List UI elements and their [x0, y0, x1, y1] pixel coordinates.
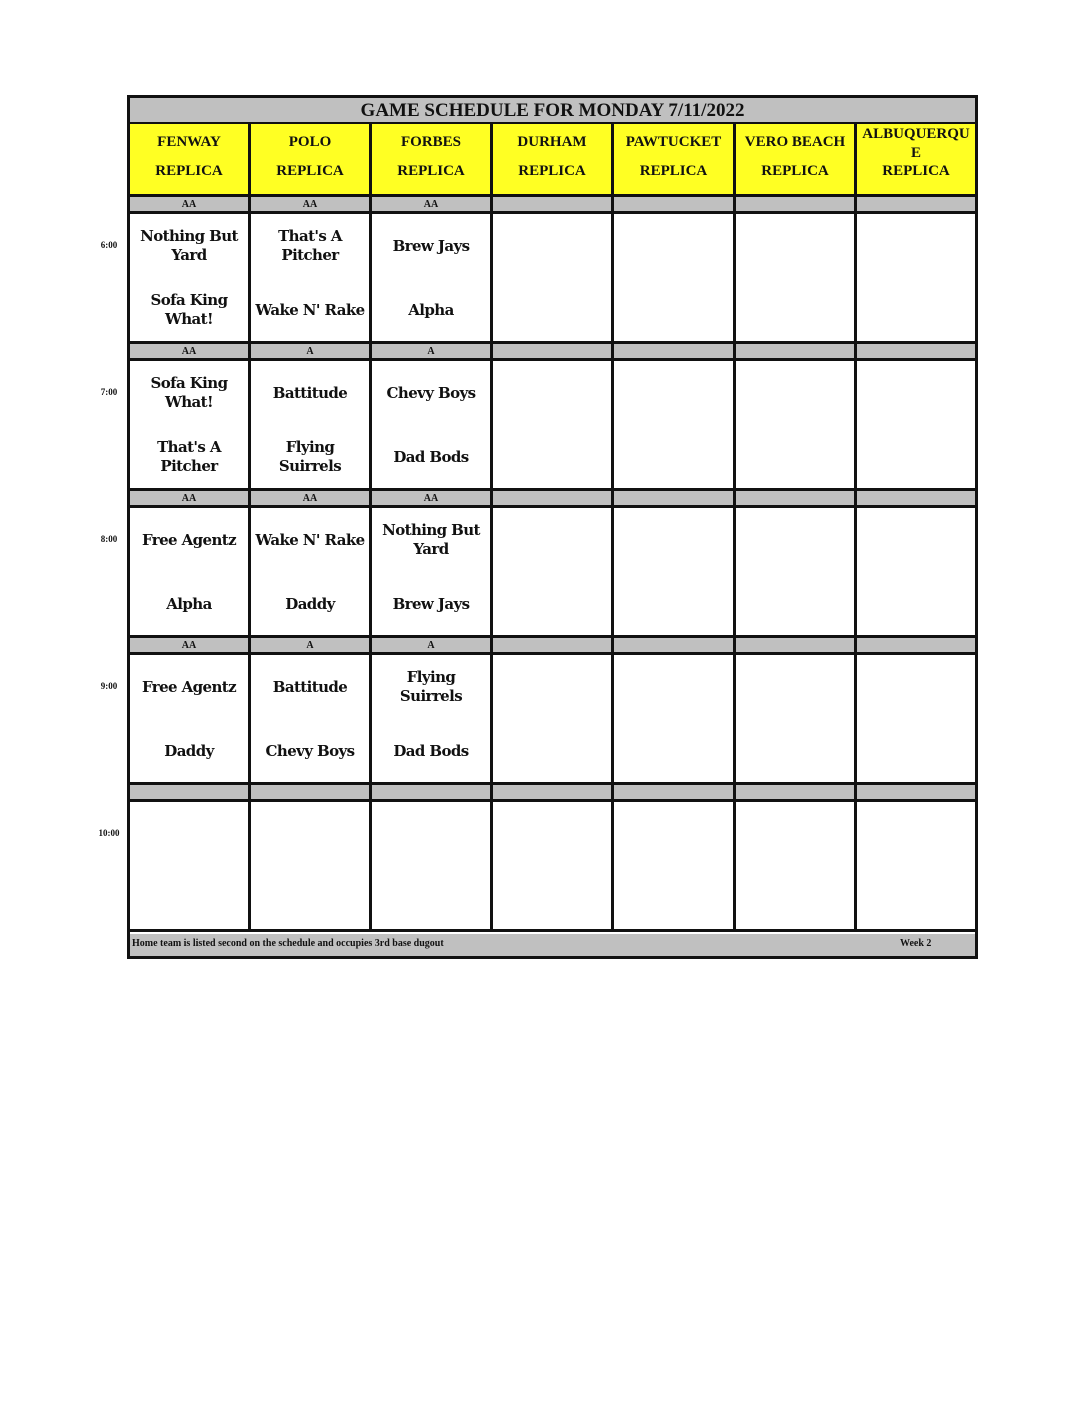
game-cell — [614, 214, 733, 341]
home-team — [738, 290, 852, 330]
venue-sub: REPLICA — [639, 163, 708, 179]
away-team: Chevy Boys — [386, 383, 476, 402]
home-team: Sofa King What! — [150, 291, 228, 328]
away-team — [495, 520, 609, 560]
home-team — [495, 731, 609, 771]
home-team — [253, 878, 367, 918]
venue-header — [857, 124, 975, 197]
home-team — [616, 731, 731, 771]
away-team: Sofa King What! — [150, 374, 228, 411]
away-team — [738, 373, 852, 413]
away-team: Free Agentz — [141, 677, 237, 696]
level-badge — [251, 785, 369, 802]
away-team — [495, 226, 609, 266]
venue-name: FORBES — [400, 134, 461, 150]
game-cell — [493, 508, 611, 635]
time-label: 9:00 — [100, 681, 118, 691]
level-badge: AA — [130, 344, 248, 361]
column-divider — [733, 124, 736, 932]
away-team — [859, 814, 973, 854]
away-team — [738, 667, 852, 707]
game-cell — [372, 802, 490, 929]
away-team — [616, 373, 731, 413]
schedule-table — [127, 95, 978, 959]
away-team — [495, 667, 609, 707]
game-cell — [130, 655, 248, 782]
level-badge — [493, 491, 611, 508]
game-cell — [372, 655, 490, 782]
game-cell — [736, 802, 854, 929]
home-team — [738, 731, 852, 771]
level-badge — [493, 197, 611, 214]
level-badge: AA — [251, 491, 369, 508]
level-badge: AA — [130, 491, 248, 508]
time-label: 7:00 — [100, 387, 118, 397]
home-team — [738, 878, 852, 918]
time-label: 10:00 — [98, 828, 120, 838]
level-badge: AA — [130, 197, 248, 214]
away-team: Flying Suirrels — [399, 668, 463, 705]
level-badge — [372, 785, 490, 802]
game-cell — [251, 655, 369, 782]
column-divider — [248, 124, 251, 932]
game-cell — [130, 508, 248, 635]
level-badge — [736, 491, 854, 508]
game-cell — [130, 361, 248, 488]
home-team: Alpha — [166, 594, 212, 613]
level-badge — [736, 344, 854, 361]
away-team — [738, 226, 852, 266]
game-cell — [857, 214, 975, 341]
away-team — [616, 520, 731, 560]
level-badge: A — [251, 638, 369, 655]
game-cell — [857, 802, 975, 929]
column-divider — [854, 124, 857, 932]
level-badge: A — [251, 344, 369, 361]
column-divider — [490, 124, 493, 932]
home-team — [859, 437, 973, 477]
level-badge — [857, 491, 975, 508]
level-badge — [736, 638, 854, 655]
venue-sub: REPLICA — [276, 163, 344, 179]
venue-header — [372, 124, 490, 197]
home-team: Dad Bods — [393, 741, 469, 760]
home-team: That's A Pitcher — [157, 438, 221, 475]
column-divider — [369, 124, 372, 932]
schedule-footer — [130, 934, 975, 956]
home-team: Wake N' Rake — [255, 300, 365, 319]
home-team: Brew Jays — [392, 594, 470, 613]
game-cell — [857, 508, 975, 635]
home-team: Dad Bods — [393, 447, 469, 466]
away-team — [495, 373, 609, 413]
level-badge — [493, 344, 611, 361]
time-label: 6:00 — [100, 240, 118, 250]
home-team — [738, 584, 852, 624]
level-badge — [614, 344, 733, 361]
venue-header — [251, 124, 369, 197]
home-team: Daddy — [164, 741, 214, 760]
game-cell — [736, 214, 854, 341]
game-cell — [251, 214, 369, 341]
venue-sub: REPLICA — [397, 163, 465, 179]
footer-note: Home team is listed second on the schedule and occupies 3rd base dugout — [132, 938, 444, 949]
level-badge: AA — [251, 197, 369, 214]
home-team: Alpha — [408, 300, 454, 319]
level-badge — [614, 491, 733, 508]
home-team — [616, 437, 731, 477]
game-cell — [614, 361, 733, 488]
away-team: Free Agentz — [141, 530, 237, 549]
game-cell — [130, 802, 248, 929]
away-team — [859, 667, 973, 707]
venue-name: DURHAM — [517, 134, 587, 150]
away-team — [253, 814, 367, 854]
level-badge — [614, 197, 733, 214]
game-cell — [857, 361, 975, 488]
away-team — [616, 226, 731, 266]
home-team — [374, 878, 488, 918]
game-cell — [372, 214, 490, 341]
venue-sub: REPLICA — [155, 163, 223, 179]
home-team — [859, 290, 973, 330]
away-team — [738, 520, 852, 560]
level-badge — [130, 785, 248, 802]
away-team — [132, 814, 246, 854]
home-team: Flying Suirrels — [278, 438, 342, 475]
home-team — [616, 290, 731, 330]
level-badge: A — [372, 344, 490, 361]
away-team — [374, 814, 488, 854]
game-cell — [372, 361, 490, 488]
game-cell — [493, 802, 611, 929]
venue-name: VERO BEACH — [744, 134, 846, 150]
venue-name: PAWTUCKET — [625, 134, 722, 150]
home-team — [616, 878, 731, 918]
venue-sub: REPLICA — [882, 163, 950, 179]
away-team — [616, 814, 731, 854]
home-team — [495, 290, 609, 330]
venue-header — [614, 124, 733, 197]
away-team — [738, 814, 852, 854]
level-badge — [614, 638, 733, 655]
venue-sub: REPLICA — [518, 163, 586, 179]
game-cell — [614, 655, 733, 782]
level-badge: A — [372, 638, 490, 655]
game-cell — [493, 655, 611, 782]
home-team — [495, 878, 609, 918]
game-cell — [493, 361, 611, 488]
time-label: 8:00 — [100, 534, 118, 544]
venue-name: FENWAY — [157, 134, 221, 150]
game-cell — [614, 508, 733, 635]
venue-sub: REPLICA — [761, 163, 829, 179]
away-team: Nothing But Yard — [382, 521, 480, 558]
game-cell — [614, 802, 733, 929]
level-badge — [736, 197, 854, 214]
venue-header — [736, 124, 854, 197]
away-team — [859, 520, 973, 560]
level-badge: AA — [372, 197, 490, 214]
venue-name: POLO — [288, 134, 332, 150]
away-team: Brew Jays — [392, 236, 470, 255]
game-cell — [251, 802, 369, 929]
away-team: That's A Pitcher — [278, 227, 342, 264]
home-team — [132, 878, 246, 918]
week-label: Week 2 — [900, 938, 932, 949]
game-cell — [251, 508, 369, 635]
level-badge — [857, 344, 975, 361]
game-cell — [857, 655, 975, 782]
home-team — [738, 437, 852, 477]
home-team — [495, 437, 609, 477]
home-team — [859, 878, 973, 918]
level-badge: AA — [130, 638, 248, 655]
home-team: Chevy Boys — [265, 741, 355, 760]
level-badge — [614, 785, 733, 802]
level-badge — [857, 785, 975, 802]
schedule-title: GAME SCHEDULE FOR MONDAY 7/11/2022 — [130, 98, 975, 124]
away-team — [616, 667, 731, 707]
level-badge: AA — [372, 491, 490, 508]
column-divider — [611, 124, 614, 932]
level-badge — [857, 638, 975, 655]
home-team: Daddy — [285, 594, 335, 613]
game-cell — [493, 214, 611, 341]
away-team — [859, 373, 973, 413]
game-cell — [130, 214, 248, 341]
row-divider — [130, 929, 975, 932]
away-team: Wake N' Rake — [255, 530, 365, 549]
venue-header — [130, 124, 248, 197]
game-cell — [736, 655, 854, 782]
venue-name: ALBUQUERQU E — [862, 126, 970, 161]
level-badge — [493, 638, 611, 655]
away-team — [495, 814, 609, 854]
home-team — [495, 584, 609, 624]
level-badge — [493, 785, 611, 802]
home-team — [859, 731, 973, 771]
level-badge — [857, 197, 975, 214]
home-team — [616, 584, 731, 624]
away-team: Nothing But Yard — [140, 227, 238, 264]
game-cell — [736, 508, 854, 635]
away-team — [859, 226, 973, 266]
level-badge — [736, 785, 854, 802]
away-team: Battitude — [272, 677, 348, 696]
home-team — [859, 584, 973, 624]
game-cell — [251, 361, 369, 488]
game-cell — [736, 361, 854, 488]
game-cell — [372, 508, 490, 635]
venue-header — [493, 124, 611, 197]
away-team: Battitude — [272, 383, 348, 402]
